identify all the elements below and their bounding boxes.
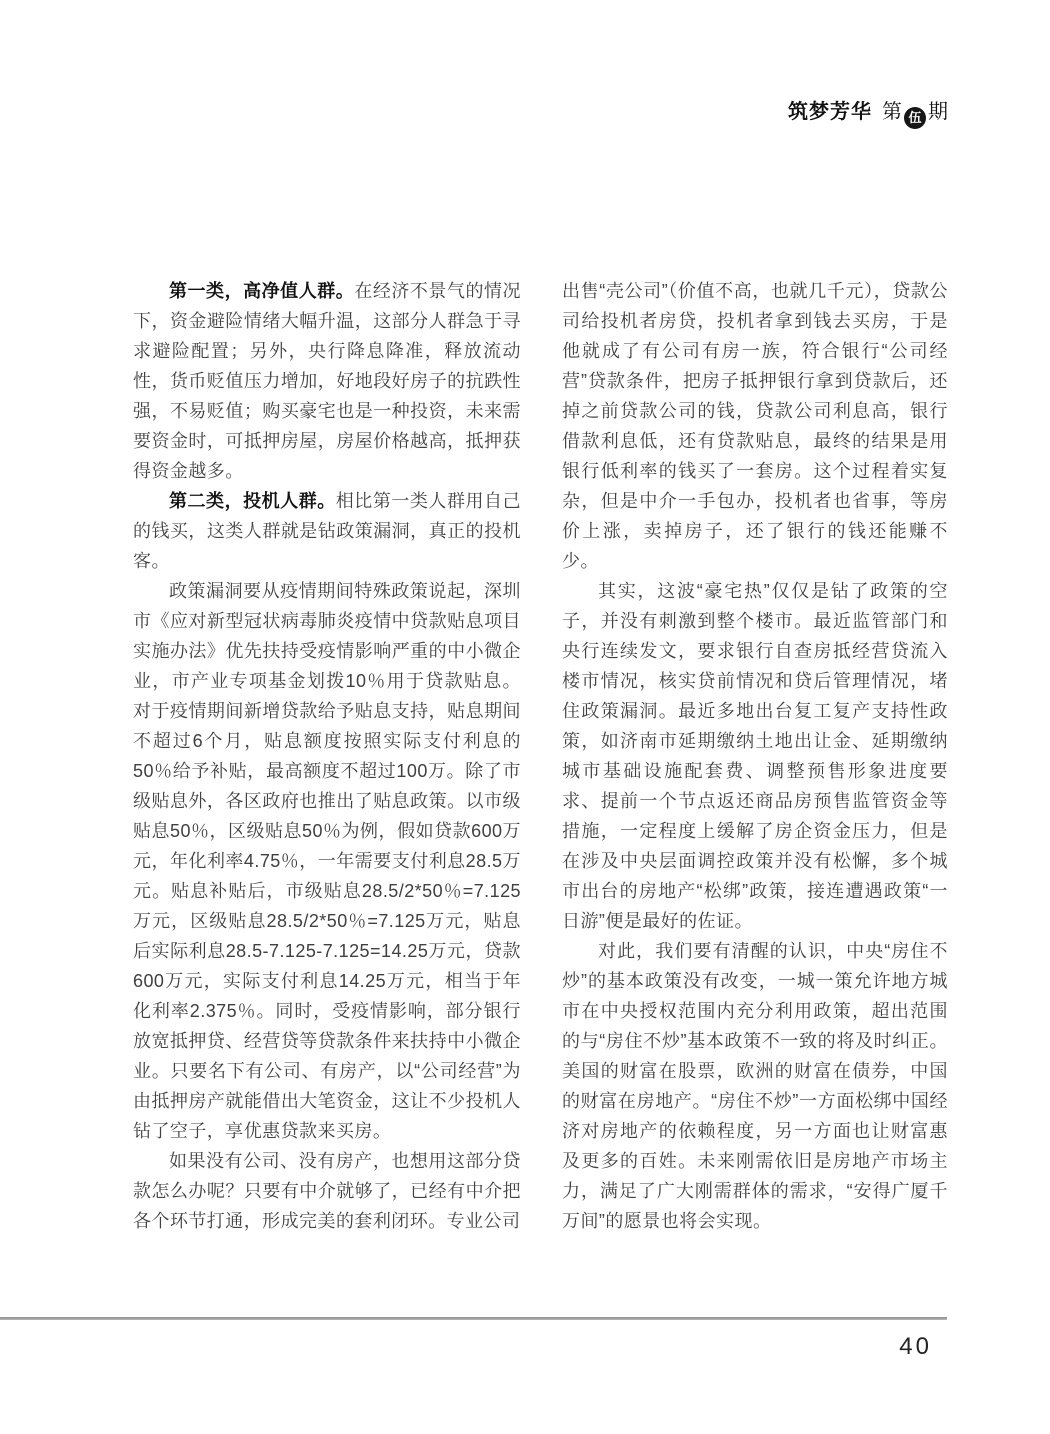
page-header [788, 99, 948, 129]
paragraph [133, 486, 521, 576]
issue-number-badge: 伍 [904, 107, 926, 129]
paragraph [133, 276, 521, 486]
paragraph-lead: 第二类，投机人群。 [169, 491, 336, 511]
paragraph-continuation [562, 276, 948, 576]
paragraph-lead: 第一类，高净值人群。 [169, 281, 355, 301]
paragraph-text: 出售“壳公司”（价值不高，也就几千元），贷款公司给投机者房贷，投机者拿到钱去买房，于是他就成了有公司有房一族，符合银行“公司经营”贷款条件，把房子抵押银行拿到贷款后，还掉之前贷款公司的钱，贷款公司利息高，银行借款利息低，还有贷款贴息，最终的结果是用银行低利率的钱买了一套房。这个过程着实复杂，但是中介一手包办，投机者也省事，等房价上涨，卖掉房子，还了银行的钱还能赚不少。 [562, 281, 948, 571]
footer-rule [0, 1317, 947, 1320]
paragraph-text: 对此，我们要有清醒的认识，中央“房住不炒”的基本政策没有改变，一城一策允许地方城市在中央授权范围内充分利用政策，超出范围的与“房住不炒”基本政策不一致的将及时纠正。美国的财富在股票，欧洲的财富在债券，中国的财富在房地产。“房住不炒”一方面松绑中国经济对房地产的依赖程度，另一方面也让财富惠及更多的百姓。未来刚需依旧是房地产市场主力，满足了广大刚需群体的需求，“安得广厦千万间”的愿景也将会实现。 [562, 941, 948, 1231]
paragraph-text: 政策漏洞要从疫情期间特殊政策说起，深圳市《应对新型冠状病毒肺炎疫情中贷款贴息项目实施办法》优先扶持受疫情影响严重的中小微企业，市产业专项基金划拨10％用于贷款贴息。对于疫情期间新增贷款给予贴息支持，贴息期间不超过6个月，贴息额度按照实际支付利息的50％给予补贴，最高额度不超过100万。除了市级贴息外，各区政府也推出了贴息政策。以市级贴息50％，区级贴息50％为例，假如贷款600万元，年化利率4.75％，一年需要支付利息28.5万元。贴息补贴后，市级贴息28.5/2*50％=7.125万元，区级贴息28.5/2*50％=7.125万元，贴息后实际利息28.5-7.125-7.125=14.25万元，贷款600万元，实际支付利息14.25万元，相当于年化利率2.375％。同时，受疫情影响，部分银行放宽抵押贷、经营贷等贷款条件来扶持中小微企业。只要名下有公司、有房产，以“公司经营”为由抵押房产就能借出大笔资金，这让不少投机人钻了空子，享优惠贷款来买房。 [133, 581, 521, 1141]
paragraph-text: 相比第一类人群用自己的钱买，这类人群就是钻政策漏洞，真正的投机客。 [133, 491, 521, 571]
paragraph-text: 其实，这波“豪宅热”仅仅是钻了政策的空子，并没有刺激到整个楼市。最近监管部门和央行连续发文，要求银行自查房抵经营贷流入楼市情况，核实贷前情况和贷后管理情况，堵住政策漏洞。最近多地出台复工复产支持性政策，如济南市延期缴纳土地出让金、延期缴纳城市基础设施配套费、调整预售形象进度要求、提前一个节点返还商品房预售监管资金等措施，一定程度上缓解了房企资金压力，但是在涉及中央层面调控政策并没有松懈，多个城市出台的房地产“松绑”政策，接连遭遇政策“一日游”便是最好的佐证。 [562, 581, 948, 931]
left-column [133, 276, 521, 1236]
issue-prefix: 第 [882, 101, 902, 123]
issue-label [882, 101, 948, 123]
paragraph [562, 936, 948, 1236]
magazine-title: 筑梦芳华 [788, 101, 872, 123]
paragraph-text: 在经济不景气的情况下，资金避险情绪大幅升温，这部分人群急于寻求避险配置；另外，央行降息降准，释放流动性，货币贬值压力增加，好地段好房子的抗跌性强，不易贬值；购买豪宅也是一种投资，未来需要资金时，可抵押房屋，房屋价格越高，抵押获得资金越多。 [133, 281, 522, 481]
page-number: 40 [899, 1333, 932, 1360]
issue-suffix: 期 [928, 101, 948, 123]
right-column [562, 276, 948, 1236]
paragraph-text: 如果没有公司、没有房产，也想用这部分贷款怎么办呢？只要有中介就够了，已经有中介把各个环节打通，形成完美的套利闭环。专业公司 [133, 1151, 521, 1231]
paragraph [133, 1146, 521, 1236]
paragraph [562, 576, 948, 936]
paragraph [133, 576, 521, 1146]
